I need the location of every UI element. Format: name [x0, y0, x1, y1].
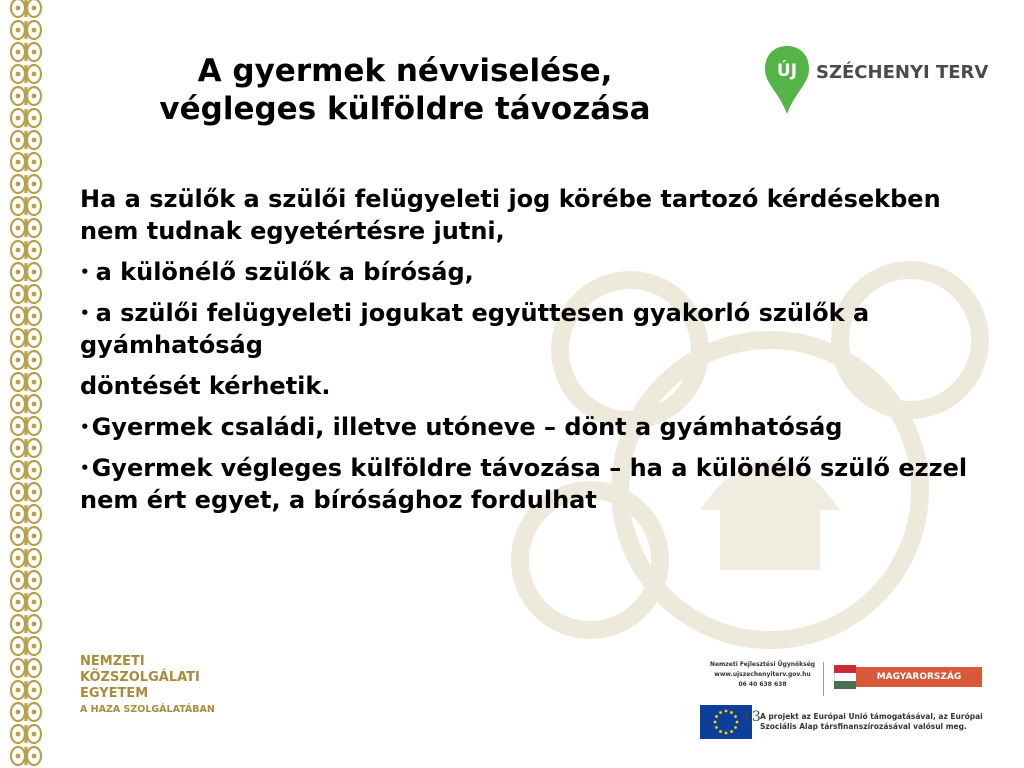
eu-funding-note: A projekt az Európai Unió támogatásával, az Európai Szociális Alap társfinanszírozásával valósul meg. [760, 712, 983, 731]
eu-star [719, 711, 722, 714]
border-knot [11, 131, 41, 149]
bullet-text: Gyermek családi, illetve utóneve – dönt a gyámhatóság [91, 413, 843, 441]
agency-name: Nemzeti Fejlesztési Ügynökség [709, 661, 816, 668]
border-knot [11, 21, 41, 39]
border-knot [11, 637, 41, 655]
border-knot [11, 659, 41, 677]
border-knot [11, 65, 41, 83]
eu-star [719, 730, 722, 733]
university-line-3: EGYETEM [80, 686, 149, 701]
border-knot [11, 571, 41, 589]
follow-text: döntését kérhetik. [80, 372, 331, 400]
border-knot [11, 615, 41, 633]
border-knot [11, 43, 41, 61]
border-knot [11, 87, 41, 105]
eu-star [714, 721, 717, 724]
border-knot [11, 527, 41, 545]
intro-text: Ha a szülők a szülői felügyeleti jog körébe tartozó kérdésekben nem tudnak egyetértésre jutni, [80, 185, 941, 245]
border-knot [11, 725, 41, 743]
border-knot [11, 681, 41, 699]
eu-star [715, 726, 718, 729]
university-line-2: KÖZSZOLGÁLATI [80, 670, 200, 685]
border-knot [11, 153, 41, 171]
szechenyi-terv-logo [762, 44, 992, 116]
eu-star [734, 715, 737, 718]
map-pin-icon [762, 44, 812, 116]
agency-phone: 06 40 638 638 [738, 681, 787, 688]
border-knot [11, 197, 41, 215]
agency-website: www.ujszechenyiterv.gov.hu [714, 671, 811, 678]
border-knot [11, 549, 41, 567]
border-knot [11, 329, 41, 347]
border-knot [11, 417, 41, 435]
brand-name: SZÉCHENYI TERV [816, 62, 989, 83]
border-knot [11, 593, 41, 611]
border-knot [11, 439, 41, 457]
eu-star [736, 721, 739, 724]
eu-star [730, 711, 733, 714]
border-knot [11, 461, 41, 479]
page-number: 13 [743, 709, 761, 725]
border-knot [11, 219, 41, 237]
bullet-text: Gyermek végleges külföldre távozása – ha a különélő szülő ezzel nem ért egyet, a bírósághoz fordulhat [80, 454, 968, 514]
border-knot [11, 373, 41, 391]
footer-divider [823, 662, 824, 696]
bullet-text: a szülői felügyeleti jogukat együttesen gyakorló szülők a gyámhatóság [80, 299, 870, 359]
eu-star [734, 726, 737, 729]
border-knot [11, 109, 41, 127]
title-line-2: végleges külföldre távozása [159, 91, 651, 127]
ornamental-border [0, 0, 52, 768]
university-tagline: A HAZA SZOLGÁLATÁBAN [80, 704, 215, 715]
slide-body [80, 183, 985, 525]
eu-star [725, 732, 728, 735]
border-knot [11, 263, 41, 281]
eu-star [715, 715, 718, 718]
border-knot [11, 747, 41, 765]
border-knot [11, 483, 41, 501]
eu-star [730, 730, 733, 733]
border-knot [11, 0, 41, 17]
border-knot [11, 285, 41, 303]
hungarian-flag-icon [834, 665, 856, 689]
border-knot [11, 395, 41, 413]
bullet-item [80, 256, 985, 288]
border-knot [11, 175, 41, 193]
title-line-1: A gyermek névviselése, [197, 53, 613, 89]
agency-block [700, 660, 825, 690]
footer-logos [690, 660, 990, 760]
border-knot [11, 703, 41, 721]
eu-star [725, 710, 728, 713]
university-line-1: NEMZETI [80, 654, 145, 669]
bullet-item [80, 411, 985, 443]
border-knot [11, 307, 41, 325]
slogan-banner: MAGYARORSZÁG MEGÚJUL [856, 667, 982, 687]
bullet-text: a különélő szülők a bíróság, [95, 258, 474, 286]
slide-title [60, 52, 750, 128]
border-knot [11, 351, 41, 369]
bullet-item [80, 452, 985, 516]
bullet-item [80, 297, 985, 361]
border-knot [11, 505, 41, 523]
pin-text: ÚJ [776, 61, 798, 81]
university-logo [80, 654, 260, 718]
border-knot [11, 241, 41, 259]
